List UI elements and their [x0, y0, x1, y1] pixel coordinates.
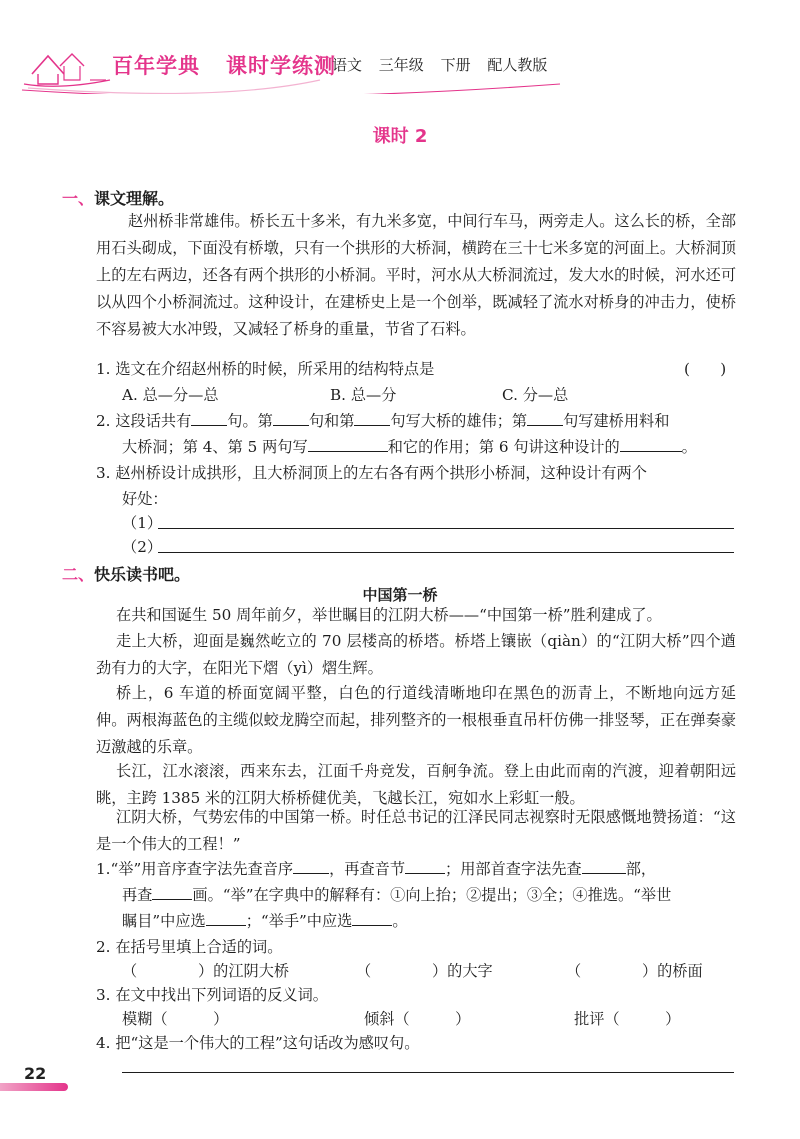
s2-q1-part9: 。 — [392, 912, 408, 930]
s2-q3-word2[interactable]: 倾斜（ ） — [364, 1010, 471, 1028]
s1-q1-option-b[interactable]: B. 总—分 — [330, 386, 397, 404]
volume-label: 下册 — [440, 56, 471, 74]
s2-q1-blank6[interactable] — [352, 910, 392, 926]
section-1-title: 课文理解。 — [94, 189, 175, 208]
section-2-title: 快乐读书吧。 — [94, 565, 191, 584]
s2-q4-text: 4. 把“这是一个伟大的工程”这句话改为感叹句。 — [96, 1034, 420, 1052]
brand-title: 百年学典 — [112, 54, 200, 78]
page-number-bar — [0, 1083, 68, 1091]
s1-q2-part1: 2. 这段话共有 — [96, 412, 192, 430]
s2-q1-part2: ，再查音节 — [329, 860, 406, 878]
s2-q1-part4: 部， — [625, 860, 657, 878]
s2-q1-part5: 再查 — [122, 886, 153, 904]
s2-q1-part6: 画。“举”在字典中的解释有：①向上抬；②提出；③全；④推选。“举世 — [192, 886, 672, 904]
s1-q2-part8: 。 — [681, 438, 697, 456]
s1-q2-blank6[interactable] — [620, 436, 682, 452]
s2-q1-blank4[interactable] — [152, 884, 192, 900]
section-1-number: 一、 — [62, 189, 95, 208]
s1-q2-part2: 句。第 — [227, 412, 273, 430]
s1-q2-part7: 和它的作用；第 6 句讲这种设计的 — [387, 438, 620, 456]
s1-q2-blank4[interactable] — [527, 410, 563, 426]
article-para-5: 江阴大桥，气势宏伟的中国第一桥。时任总书记的江泽民同志视察时无限感慨地赞扬道：“这是一个伟大的工程！” — [96, 808, 736, 853]
s1-q2-blank1[interactable] — [191, 410, 227, 426]
s1-q3-answer2-line[interactable] — [158, 552, 734, 553]
s2-q1-part7: 瞩目”中应选 — [122, 912, 206, 930]
s2-q3-word3[interactable]: 批评（ ） — [574, 1010, 681, 1028]
s1-q1-answer-paren[interactable]: ( ) — [684, 360, 727, 378]
article-title: 中国第一桥 — [362, 586, 438, 604]
s2-q1-line2 — [122, 884, 671, 905]
lesson-title: 课时 2 — [372, 126, 428, 147]
article-para-3: 桥上，6 车道的桥面宽阔平整，白色的行道线清晰地印在黑色的沥青上，不断地向远方延伸。两根海蓝色的主缆似蛟龙腾空而起，排列整齐的一根根垂直吊杆仿佛一排竖琴，正在弹奏豪迈激越的乐章。 — [96, 684, 736, 756]
s1-q2-blank2[interactable] — [273, 410, 309, 426]
s2-q2-item3[interactable]: （ ）的桥面 — [566, 962, 703, 980]
s1-q3-line2: 好处： — [122, 490, 168, 508]
s1-q2-part3: 句和第 — [308, 412, 355, 430]
s2-q3-word1[interactable]: 模糊（ ） — [122, 1010, 229, 1028]
s1-q2-part4: 句写大桥的雄伟；第 — [390, 412, 528, 430]
section-1-heading — [62, 186, 174, 209]
s2-q1-blank1[interactable] — [293, 858, 329, 874]
book-info — [332, 54, 559, 75]
s1-q2-blank5[interactable] — [308, 436, 388, 452]
s1-q1-option-a[interactable]: A. 总—分—总 — [122, 386, 219, 404]
s1-q3-answer2-label: （2） — [122, 538, 163, 556]
s2-q2-text: 2. 在括号里填上合适的词。 — [96, 938, 283, 956]
s1-q1-option-c[interactable]: C. 分—总 — [502, 386, 569, 404]
s2-q1-line1 — [96, 858, 656, 879]
article-para-4: 长江，江水滚滚，西来东去，江面千舟竞发，百舸争流。登上由此而南的汽渡，迎着朝阳远眺，主跨 1385 米的江阴大桥桥健优美，飞越长江，宛如水上彩虹一般。 — [96, 762, 736, 807]
edition-label: 配人教版 — [487, 56, 548, 74]
s2-q2-item2[interactable]: （ ）的大字 — [356, 962, 493, 980]
passage-zhaozhou-bridge: 赵州桥非常雄伟。桥长五十多米，有九米多宽，中间行车马，两旁走人。这么长的桥，全部用石头砌成，下面没有桥墩，只有一个拱形的大桥洞，横跨在三十七米多宽的河面上。大桥洞顶上的左右两边，还各有两个拱形的小桥洞。平时，河水从大桥洞流过，发大水的时候，河水还可以从四个小桥洞流过。这种设计，在建桥史上是一个创举，既减轻了流水对桥身的冲击力，使桥不容易被大水冲毁，又减轻了桥身的重量，节省了石料。 — [96, 212, 736, 338]
subject-label: 语文 — [332, 56, 363, 74]
article-para-2: 走上大桥，迎面是巍然屹立的 70 层楼高的桥塔。桥塔上镶嵌（qiàn）的“江阴大桥”四个遒劲有力的大字，在阳光下熠（yì）熠生辉。 — [96, 632, 736, 677]
s1-q2-blank3[interactable] — [354, 410, 390, 426]
s2-q1-blank3[interactable] — [582, 858, 626, 874]
s2-q1-part3: ；用部首查字法先查 — [445, 860, 582, 878]
grade-label: 三年级 — [378, 56, 424, 74]
s1-q2-part5: 句写建桥用料和 — [563, 412, 670, 430]
s1-q2-part6: 大桥洞；第 4、第 5 两句写 — [122, 438, 308, 456]
brand-subtitle: 课时学练测 — [226, 54, 336, 78]
s2-q2-item1[interactable]: （ ）的江阴大桥 — [122, 962, 290, 980]
page-header — [20, 44, 580, 94]
s1-q1-text: 1. 选文在介绍赵州桥的时候，所采用的结构特点是 — [96, 360, 435, 378]
s2-q4-answer-line[interactable] — [122, 1072, 734, 1073]
page-number: 22 — [24, 1064, 47, 1083]
s2-q3-text: 3. 在文中找出下列词语的反义词。 — [96, 986, 328, 1004]
s2-q1-part1: 1.“举”用音序查字法先查音序 — [96, 860, 294, 878]
s2-q1-part8: ；“举手”中应选 — [245, 912, 353, 930]
article-para-1: 在共和国诞生 50 周年前夕，举世瞩目的江阴大桥——“中国第一桥”胜利建成了。 — [116, 606, 662, 624]
s1-q3-line1: 3. 赵州桥设计成拱形，且大桥洞顶上的左右各有两个拱形小桥洞，这种设计有两个 — [96, 464, 647, 482]
s1-q3-answer1-line[interactable] — [158, 528, 734, 529]
s2-q1-blank2[interactable] — [405, 858, 445, 874]
section-2-number: 二、 — [62, 565, 95, 584]
section-2-heading — [62, 562, 190, 585]
s2-q1-line3 — [122, 910, 408, 931]
s1-q3-answer1-label: （1） — [122, 514, 163, 532]
s1-q2-line2 — [122, 436, 697, 457]
s2-q1-blank5[interactable] — [206, 910, 246, 926]
s1-q2-line1 — [96, 410, 669, 431]
